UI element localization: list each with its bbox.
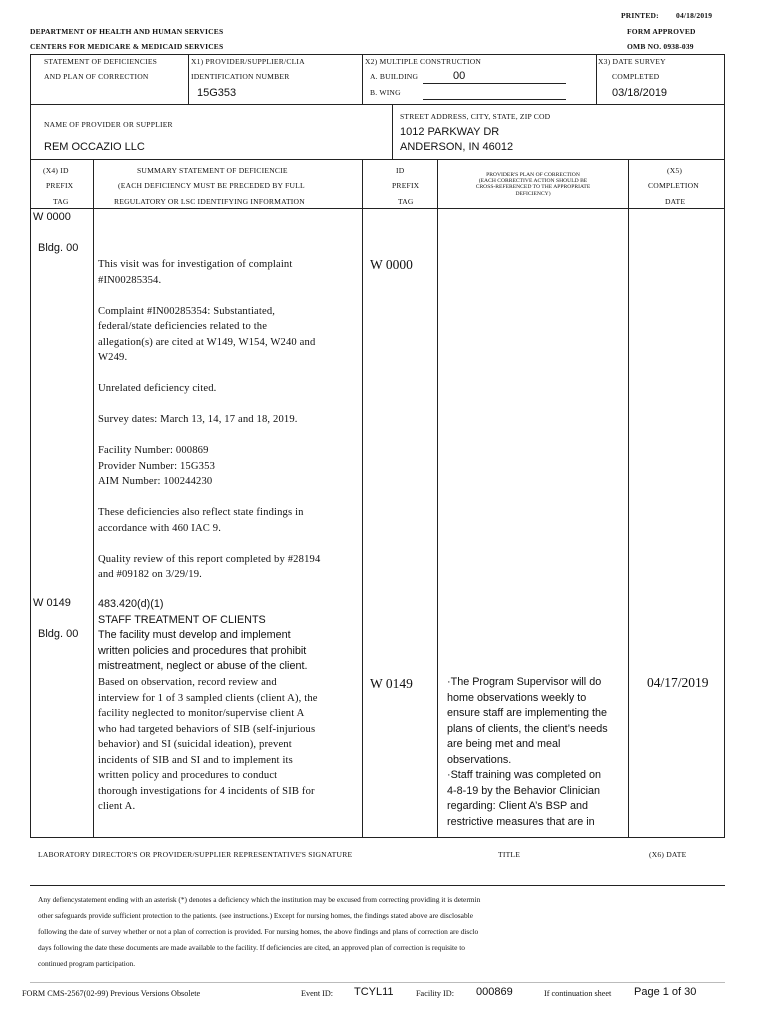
finding-line: client A. — [98, 801, 136, 812]
entry2-regulation: 483.420(d)(1) — [98, 598, 164, 610]
summary-line: W249. — [98, 352, 128, 363]
heading-line: mistreatment, neglect or abuse of the client. — [98, 660, 308, 672]
heading-line: The facility must develop and implement — [98, 629, 291, 641]
summary-line: Quality review of this report completed by #28194 — [98, 553, 321, 565]
facility-id-label: Facility ID: — [416, 989, 454, 998]
summary-line: Provider Number: 15G353 — [98, 460, 216, 472]
building-label: A. BUILDING — [370, 72, 419, 81]
plan-header-1: PROVIDER'S PLAN OF CORRECTION — [486, 172, 580, 178]
x6-date-label: (X6) DATE — [649, 850, 687, 859]
provider-id-value: 15G353 — [197, 87, 237, 99]
x3-label-1: X3) DATE SURVEY — [598, 57, 666, 66]
entry1-tag: W 0000 — [33, 211, 71, 223]
x4-header-3: TAG — [53, 197, 69, 206]
x4-header-2: PREFIX — [46, 181, 74, 190]
entry2-regulation-block — [98, 597, 360, 675]
plan-line: restrictive measures that are in — [447, 815, 595, 828]
omb-number: OMB NO. 0938-039 — [627, 42, 694, 51]
summary-header-2: (EACH DEFICIENCY MUST BE PRECEDED BY FULL — [118, 181, 305, 190]
event-id-value: TCYL11 — [354, 986, 394, 998]
id-header-2: PREFIX — [392, 181, 420, 190]
survey-completed-date: 03/18/2019 — [612, 87, 668, 99]
form-approved: FORM APPROVED — [627, 27, 696, 36]
x5-header-1: (X5) — [667, 166, 683, 175]
signature-label: LABORATORY DIRECTOR'S OR PROVIDER/SUPPLIER REPRESENTATIVE'S SIGNATURE — [38, 850, 353, 859]
entry1-summary — [98, 257, 360, 598]
summary-line: #IN00285354. — [98, 274, 162, 286]
form-number: FORM CMS-2567(02-99) Previous Versions Obsolete — [22, 989, 201, 998]
heading-line: STAFF TREATMENT OF CLIENTS — [98, 613, 266, 626]
id-header-1: ID — [396, 166, 405, 175]
statement-label-2: AND PLAN OF CORRECTION — [44, 72, 149, 81]
plan-line: ·The Program Supervisor will do — [447, 676, 602, 688]
plan-line: observations. — [447, 753, 512, 766]
summary-paragraph — [98, 552, 360, 583]
disclaimer-line: days following the date these documents are made available to the facility. If deficiencies are cited, an approved plan of correction is requisite to — [38, 943, 465, 952]
page-number: Page 1 of 30 — [634, 986, 697, 998]
summary-header-3: REGULATORY OR LSC IDENTIFYING INFORMATION — [114, 197, 305, 206]
summary-line: federal/state deficiencies related to the — [98, 321, 268, 332]
summary-paragraph — [98, 443, 360, 490]
statement-label-1: STATEMENT OF DEFICIENCIES — [44, 57, 158, 66]
disclaimer-text — [38, 892, 728, 972]
plan-header — [440, 172, 626, 197]
summary-line: allegation(s) are cited at W149, W154, W240 and — [98, 336, 316, 348]
plan-header-4: DEFICIENCY) — [515, 190, 551, 197]
finding-line: thorough investigations for 4 incidents of SIB for — [98, 785, 315, 797]
provider-name-label: NAME OF PROVIDER OR SUPPLIER — [44, 120, 173, 129]
entry2-tag: W 0149 — [33, 597, 71, 609]
summary-line: These deficiencies also reflect state findings in — [98, 507, 304, 518]
plan-line: regarding: Client A’s BSP and — [447, 800, 589, 812]
plan-line: 4-8-19 by the Behavior Clinician — [447, 784, 601, 797]
entry2-findings — [98, 675, 360, 815]
disclaimer-line: other safeguards provide sufficient protection to the patients. (see instructions.) Except for nursing homes, the findings stated above are disclosable — [38, 911, 473, 920]
event-id-label: Event ID: — [301, 989, 334, 998]
summary-line: accordance with 460 IAC 9. — [98, 522, 222, 534]
finding-line: written policy and procedures to conduct — [98, 770, 278, 781]
finding-line: Based on observation, record review and — [98, 677, 277, 688]
finding-line: behavior) and SI (suicidal ideation), prevent — [98, 739, 292, 750]
wing-label: B. WING — [370, 88, 401, 97]
summary-header-1: SUMMARY STATEMENT OF DEFICIENCIE — [137, 166, 288, 175]
x1-label-1: X1) PROVIDER/SUPPLIER/CLIA — [191, 57, 305, 66]
finding-line: incidents of SIB and SI and to implement its — [98, 754, 293, 766]
x5-header-2: COMPLETION — [648, 181, 699, 190]
summary-line: Unrelated deficiency cited. — [98, 383, 217, 394]
disclaimer-line: Any defiencystatement ending with an asterisk (*) denotes a deficiency which the institution may be excused from correcting providing it is determin — [38, 895, 481, 904]
entry1-id-tag: W 0000 — [370, 257, 413, 272]
summary-paragraph — [98, 505, 360, 536]
x5-header-3: DATE — [665, 197, 686, 206]
printed-date: 04/18/2019 — [676, 11, 713, 20]
entry1-building: Bldg. 00 — [38, 242, 79, 254]
disclaimer-line: following the date of survey whether or not a plan of correction is provided. For nursing homes, the above findings and plans of correction are disclo — [38, 927, 479, 936]
provider-name-value: REM OCCAZIO LLC — [44, 141, 145, 153]
entry2-heading — [98, 613, 360, 675]
printed-label: PRINTED: — [621, 11, 659, 20]
summary-line: AIM Number: 100244230 — [98, 476, 213, 487]
summary-paragraph — [98, 381, 360, 397]
entry2-plan-of-correction — [447, 675, 627, 830]
x3-label-2: COMPLETED — [612, 72, 660, 81]
continuation-label: If continuation sheet — [544, 989, 612, 998]
facility-id-value: 000869 — [476, 986, 513, 998]
title-label: TITLE — [498, 850, 521, 859]
entry2-completion-date: 04/17/2019 — [647, 675, 709, 690]
finding-line: who had targeted behaviors of SIB (self-injurious — [98, 723, 316, 735]
summary-line: and #09182 on 3/29/19. — [98, 569, 202, 580]
plan-line: are being met and meal — [447, 738, 561, 750]
address-line-2: ANDERSON, IN 46012 — [400, 141, 514, 153]
address-line-1: 1012 PARKWAY DR — [400, 126, 500, 138]
finding-line: facility neglected to monitor/supervise client A — [98, 708, 305, 719]
summary-line: Survey dates: March 13, 14, 17 and 18, 2019. — [98, 414, 298, 425]
x2-label: X2) MULTIPLE CONSTRUCTION — [365, 57, 482, 66]
summary-line: Facility Number: 000869 — [98, 445, 209, 456]
disclaimer-line: continued program participation. — [38, 959, 136, 968]
plan-line: ·Staff training was completed on — [447, 769, 602, 781]
department-name: DEPARTMENT OF HEALTH AND HUMAN SERVICES — [30, 27, 224, 36]
plan-header-2: (EACH CORRECTIVE ACTION SHOULD BE — [478, 178, 588, 185]
summary-line: Complaint #IN00285354: Substantiated, — [98, 305, 276, 317]
summary-paragraph — [98, 304, 360, 366]
finding-line: interview for 1 of 3 sampled clients (client A), the — [98, 692, 318, 704]
entry2-building: Bldg. 00 — [38, 628, 79, 640]
summary-paragraph — [98, 412, 360, 428]
building-value: 00 — [453, 70, 466, 82]
summary-paragraph — [98, 257, 360, 288]
summary-line: This visit was for investigation of complaint — [98, 259, 293, 270]
x1-label-2: IDENTIFICATION NUMBER — [191, 72, 290, 81]
address-label: STREET ADDRESS, CITY, STATE, ZIP COD — [400, 112, 551, 121]
plan-line: ensure staff are implementing the — [447, 707, 608, 719]
heading-line: written policies and procedures that prohibit — [98, 644, 307, 657]
x4-header-1: (X4) ID — [43, 166, 69, 175]
plan-line: plans of clients, the client’s needs — [447, 722, 608, 735]
plan-header-3: CROSS-REFERENCED TO THE APPROPRIATE — [475, 184, 591, 191]
id-header-3: TAG — [398, 197, 414, 206]
plan-line: home observations weekly to — [447, 691, 587, 704]
centers-name: CENTERS FOR MEDICARE & MEDICAID SERVICES — [30, 42, 224, 51]
entry2-id-tag: W 0149 — [370, 676, 413, 691]
